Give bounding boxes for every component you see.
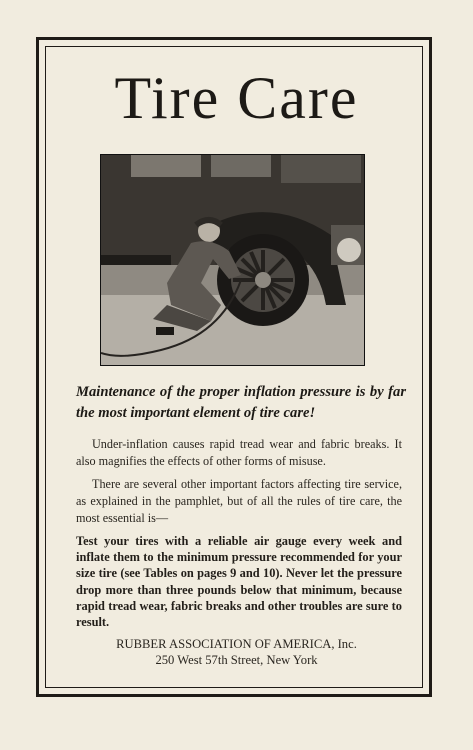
- publisher-signature: [0, 636, 473, 668]
- photo-illustration: [101, 155, 364, 365]
- paragraph-other-factors: There are several other important factors affecting tire service, as explained in the pamphlet, but of all the rules of tire care, the most essential is—: [76, 477, 402, 525]
- tire-inflation-photo: [100, 154, 365, 366]
- publisher-address: 250 West 57th Street, New York: [155, 653, 318, 667]
- publisher-name: RUBBER ASSOCIATION OF AMERICA, Inc.: [116, 637, 357, 651]
- page-title: Tire Care: [114, 65, 359, 131]
- headline: Maintenance of the proper inflation pressure is by far the most important element of tire care!: [76, 384, 406, 421]
- instruction-paragraph: Test your tires with a reliable air gauge every week and inflate them to the minimum pressure recommended for your size tire (see Tables on pages 9 and 10). Never let the pressure drop more than three pounds below that minimum, because rapid tread wear, fabric breaks and other troubles are sure to result.: [76, 534, 402, 630]
- paragraph-underinflation: Under-inflation causes rapid tread wear and fabric breaks. It also magnifies the effects of other forms of misuse.: [76, 437, 402, 468]
